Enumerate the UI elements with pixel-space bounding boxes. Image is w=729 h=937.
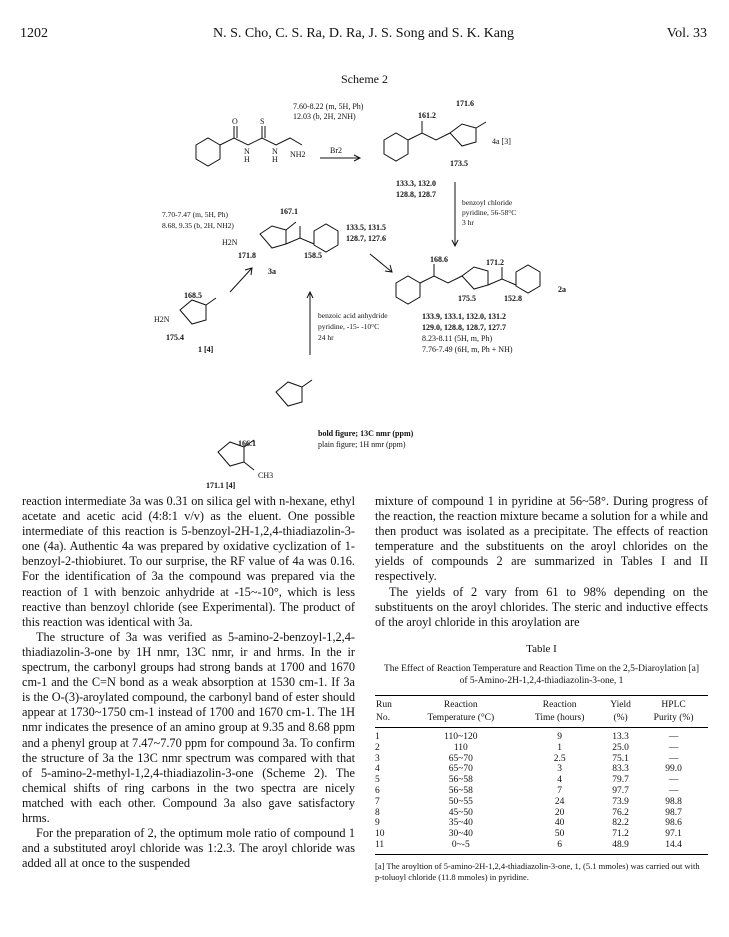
step-up-2: pyridine, -15- -10°C (318, 322, 380, 331)
col-header: Reaction (517, 695, 602, 712)
table-row (375, 764, 708, 775)
thiadiazole-ring (462, 267, 488, 289)
shift-3a-167: 167.1 (280, 207, 298, 216)
table-cell: 9 (375, 818, 380, 829)
shift-4a-161: 161.2 (418, 111, 436, 120)
scheme-title: Scheme 2 (341, 72, 388, 86)
col-header: No. (375, 712, 404, 728)
table-cell: 8 (375, 807, 380, 818)
label-1: 1 [4] (198, 345, 214, 354)
col-header: (%) (602, 712, 639, 728)
table-cell: 7 (557, 785, 563, 796)
table-cell: 10 (375, 829, 385, 840)
table-cell: 50~55 (448, 796, 473, 807)
thiourea-h2: H (272, 155, 278, 164)
table-cell: 11 (375, 840, 404, 854)
right-paragraph-2: The yields of 2 vary from 61 to 98% depending on the substituents on the aroyl chlorides. The steric and inductive effects of the aroyl chloride in this aroylation are (375, 584, 708, 629)
shift-4a-ph2: 128.8, 128.7 (396, 190, 436, 199)
reagent-br2: Br2 (330, 146, 342, 155)
results-table (375, 695, 708, 855)
table-cell: 56~58 (448, 775, 473, 786)
step-right-2: pyridine, 56-58°C (462, 208, 517, 217)
table-cell: 0~-5 (404, 840, 517, 854)
methyl-ch3: CH3 (258, 471, 274, 480)
table-cell: 7 (375, 796, 380, 807)
table-cell: 5 (375, 775, 380, 786)
legend-bold: bold figure; 13C nmr (ppm) (318, 429, 414, 438)
thiourea-nh2: NH2 (290, 150, 306, 159)
table-cell: 45~50 (448, 807, 473, 818)
benzene-ring (314, 224, 338, 252)
table-row (375, 818, 708, 829)
benzene-ring (516, 265, 540, 293)
shift-2a-168: 168.6 (430, 255, 448, 264)
legend-plain: plain figure; 1H nmr (ppm) (318, 440, 406, 449)
table-cell: 97.1 (665, 829, 682, 840)
table-cell: 2 (375, 742, 380, 753)
benzene-ring (396, 276, 420, 304)
thiourea-h1: H (244, 155, 250, 164)
shift-methyl-166: 166.1 (238, 439, 256, 448)
shift-2a-171: 171.2 (486, 258, 504, 267)
table-cell: 3 (375, 753, 380, 764)
shift-1-175: 175.4 (166, 333, 184, 342)
shift-3a-ph2: 128.7, 127.6 (346, 234, 386, 243)
step-right-1: benzoyl chloride (462, 198, 513, 207)
table-cell: — (668, 785, 679, 796)
table-caption: The Effect of Reaction Temperature and Reaction Time on the 2,5-Diaroylation [a] of 5-Amino-2H-1,2,4-thiadiazolin-3-one, 1 (383, 663, 700, 686)
col-header: HPLC (639, 695, 708, 712)
thiourea-oxygen: O (232, 117, 238, 126)
table-cell: 25.0 (612, 742, 629, 753)
table-cell: 73.9 (612, 796, 629, 807)
table-cell: 98.8 (665, 796, 682, 807)
table-row (375, 808, 708, 819)
shift-methyl-171: 171.1 [4] (206, 481, 236, 490)
table-cell: 97.7 (612, 785, 629, 796)
col-header: Run (375, 695, 404, 712)
shift-1-168: 168.5 (184, 291, 202, 300)
table-cell: 65~70 (448, 764, 473, 775)
shift-4a-171: 171.6 (456, 99, 474, 108)
table-cell: 65~70 (448, 753, 473, 764)
3a-nmr-2: 8.68, 9.35 (b, 2H, NH2) (162, 221, 234, 230)
step-right-3: 3 hr (462, 218, 474, 227)
label-2a: 2a (558, 285, 566, 294)
table-cell: 48.9 (602, 840, 639, 854)
table-cell: 98.6 (665, 818, 682, 829)
shift-2a-ph2: 129.0, 128.8, 128.7, 127.7 (422, 323, 506, 332)
table-cell: 6 (517, 840, 602, 854)
table-cell: 50 (554, 829, 565, 840)
table-title: Table I (526, 642, 557, 655)
table-footnote: [a] The aroyltion of 5-amino-2H-1,2,4-thiadiazolin-3-one, 1, (5.1 mmoles) was carried out with p-toluoyl chloride (11.8 mmoles) in pyridine. (375, 860, 700, 882)
thiadiazole-ring (276, 382, 302, 406)
thiourea-n2: N (272, 147, 278, 156)
table-cell: 56~58 (448, 785, 473, 796)
table-cell: 13.3 (612, 731, 629, 742)
shift-3a-ph1: 133.5, 131.5 (346, 223, 386, 232)
2a-h-nmr-1: 8.23-8.11 (5H, m, Ph) (422, 334, 493, 343)
benzene-ring (384, 133, 408, 161)
table-cell: 30~40 (448, 829, 473, 840)
left-paragraph-2: The structure of 3a was verified as 5-amino-2-benzoyl-1,2,4-thiadiazolin-3-one by 1H nmr, 13C nmr, ir and hrms. In the ir spectrum, the carbonyl groups had strong bands at 1700 and 1670 cm-1 and the C=N bond as a weak absorption at 1530 cm-1. If 3a is the O-(3)-aroylated compound, the carbonyl band of ester should appear at 1730~1750 cm-1 instead of 1700 and 1670 cm-1. The 1H nmr indicates the presence of an amino group at 9.35 and 8.68 ppm and a phenyl group at 7.47~7.70 ppm for compound 3a. To confirm the structure of 3a the 13C nmr spectrum was compared with that of 5-amino-2-methyl-1,2,4-thiadiazolin-3-one (Scheme 2). The chemical shifts of ring carbons in the two spectra are nicely matched with each other. Compound 3a also gave satisfactory hrms. (22, 629, 355, 825)
table-cell: 98.7 (665, 807, 682, 818)
table-cell: 24 (554, 796, 565, 807)
table-cell: — (668, 742, 679, 753)
volume-label: Vol. 33 (666, 26, 707, 41)
table-cell: 71.2 (612, 829, 629, 840)
col-header: Purity (%) (639, 712, 708, 728)
thiadiazole-ring (260, 226, 286, 248)
shift-3a-171: 171.8 (238, 251, 256, 260)
left-paragraph-3: For the preparation of 2, the optimum mole ratio of compound 1 and a substituted aroyl chloride was 1:2.3. The aroyl chloride was added all at once to the suspended (22, 826, 355, 871)
table-cell: 35~40 (448, 818, 473, 829)
col-header: Temperature (°C) (404, 712, 517, 728)
shift-4a-173: 173.5 (450, 159, 468, 168)
col-header: Reaction (404, 695, 517, 712)
table-row (375, 786, 708, 797)
table-cell: 14.4 (639, 840, 708, 854)
table-cell: — (668, 753, 679, 764)
table-row (375, 840, 708, 854)
step-up-1: benzoic acid anhydride (318, 311, 388, 320)
table-cell: 2.5 (553, 753, 566, 764)
thiourea-sulfur: S (260, 117, 265, 126)
table-cell: 4 (557, 775, 563, 786)
table-cell: 76.2 (612, 807, 629, 818)
table-cell: 110~120 (444, 731, 478, 742)
thiourea-nmr-2: 12.03 (b, 2H, 2NH) (293, 112, 356, 121)
col-header: Yield (602, 695, 639, 712)
shift-2a-152: 152.8 (504, 294, 522, 303)
table-cell: 99.0 (665, 764, 682, 775)
shift-2a-175: 175.5 (458, 294, 476, 303)
table-cell: 75.1 (612, 753, 629, 764)
step-up-3: 24 hr (318, 333, 334, 342)
table-cell: 82.2 (612, 818, 629, 829)
col-header: Time (hours) (517, 712, 602, 728)
right-paragraph-1: mixture of compound 1 in pyridine at 56~58°. During progress of the reaction, the reaction mixture became a solution for a while and then product was isolated as a precipitate. The effects of reaction temperature and the substituents on the aroyl chlorides on the yields of compounds 2 are summarized in Tables I and II respectively. (375, 494, 708, 584)
3a-h2n: H2N (222, 238, 238, 247)
shift-2a-ph1: 133.9, 133.1, 132.0, 131.2 (422, 312, 506, 321)
label-3a: 3a (268, 267, 276, 276)
table-body (375, 727, 708, 854)
thiourea-nmr-1: 7.60-8.22 (m, 5H, Ph) (293, 102, 364, 111)
table-row (375, 743, 708, 754)
table-cell: 4 (375, 764, 380, 775)
table-cell: — (668, 775, 679, 786)
thiadiazole-ring (180, 300, 206, 324)
1-h2n: H2N (154, 315, 170, 324)
table-cell: 20 (554, 807, 565, 818)
table-cell: 79.7 (612, 775, 629, 786)
table-row (375, 727, 708, 742)
table-cell: 1 (375, 731, 380, 742)
shift-3a-158: 158.5 (304, 251, 322, 260)
2a-h-nmr-2: 7.76-7.49 (6H, m, Ph + NH) (422, 345, 513, 354)
table-cell: 83.3 (612, 764, 629, 775)
label-4a: 4a [3] (492, 137, 511, 146)
table-row (375, 775, 708, 786)
table-cell: 3 (557, 764, 563, 775)
table-row (375, 829, 708, 840)
shift-4a-ph1: 133.3, 132.0 (396, 179, 436, 188)
3a-nmr-1: 7.70-7.47 (m, 5H, Ph) (162, 210, 229, 219)
table-cell: 110 (453, 742, 468, 753)
thiadiazole-ring (450, 124, 476, 146)
author-line: N. S. Cho, C. S. Ra, D. Ra, J. S. Song and S. K. Kang (212, 26, 515, 41)
page-number: 1202 (20, 26, 48, 41)
table-row (375, 754, 708, 765)
left-paragraph-1: reaction intermediate 3a was 0.31 on silica gel with n-hexane, ethyl acetate and acetic acid (4:8:1 v/v) as the eluent. One possible intermediate of this reaction is 5-benzoyl-2H-1,2,4-thiadiazolin-3-one (4a). Authentic 4a was prepared by oxidative cyclization of 1-benzoyl-2-thiobiuret. To our surprise, the RF value of 4a was 0.16. For the identification of 3a the compound was prepared via the reaction of 1 with benzoic anhydride at -15~-10°, which is less reactive than benzoyl chloride (see Experimental). The product of this reaction was identical with 3a. (22, 494, 355, 629)
table-cell: 1 (557, 742, 563, 753)
table-row (375, 797, 708, 808)
table-cell: 9 (557, 731, 563, 742)
benzene-ring (196, 138, 220, 166)
table-cell: — (668, 731, 679, 742)
left-column (22, 494, 355, 871)
right-column (375, 494, 708, 883)
table-cell: 6 (375, 785, 380, 796)
table-cell: 40 (554, 818, 565, 829)
thiourea-n1: N (244, 147, 250, 156)
